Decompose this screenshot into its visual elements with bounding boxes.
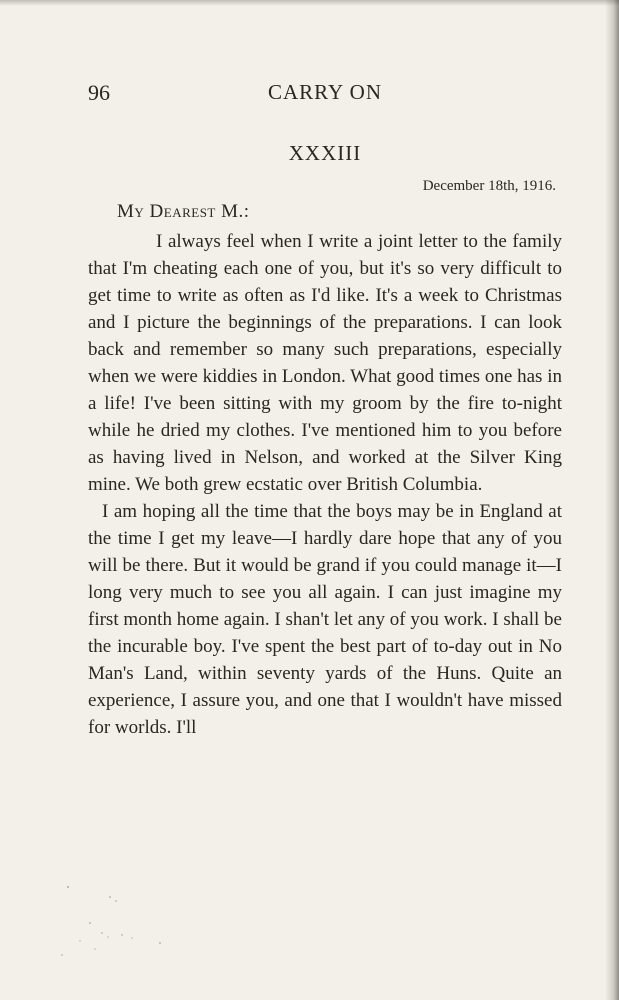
page-number: 96 xyxy=(88,80,110,105)
page-top-shadow xyxy=(0,0,619,6)
letter-body xyxy=(88,228,562,741)
letter-date: December 18th, 1916. xyxy=(422,178,556,194)
page-edge-shadow xyxy=(605,0,619,1000)
letter-salutation: My Dearest M.: xyxy=(117,201,250,222)
running-title: CARRY ON xyxy=(268,80,382,104)
paper-specks xyxy=(50,875,190,965)
chapter-number: XXXIII xyxy=(288,141,362,165)
page-header xyxy=(88,80,562,110)
paragraph: I am hoping all the time that the boys may be in England at the time I get my leave—I hardly dare hope that any of you will be there. But it would be grand if you could manage it—I long very much to see you all again. I can just imagine my first month home again. I shan't let any of you work. I shall be the incurable boy. I've spent the best part of to-day out in No Man's Land, within seventy yards of the Huns. Quite an experience, I assure you, and one that I wouldn't have missed for worlds. I'll xyxy=(88,501,562,738)
paragraph: I always feel when I write a joint letter to the family that I'm cheating each one of you, but it's so very difficult to get time to write as often as I'd like. It's a week to Christmas and I picture the beginnings of the preparations. I can look back and remember so many such preparations, especially when we were kiddies in London. What good times one has in a life! I've been sitting with my groom by the fire to-night while he dried my clothes. I've mentioned him to you before as having lived in Nelson, and worked at the Silver King mine. We both grew ecstatic over British Columbia. xyxy=(88,231,562,495)
